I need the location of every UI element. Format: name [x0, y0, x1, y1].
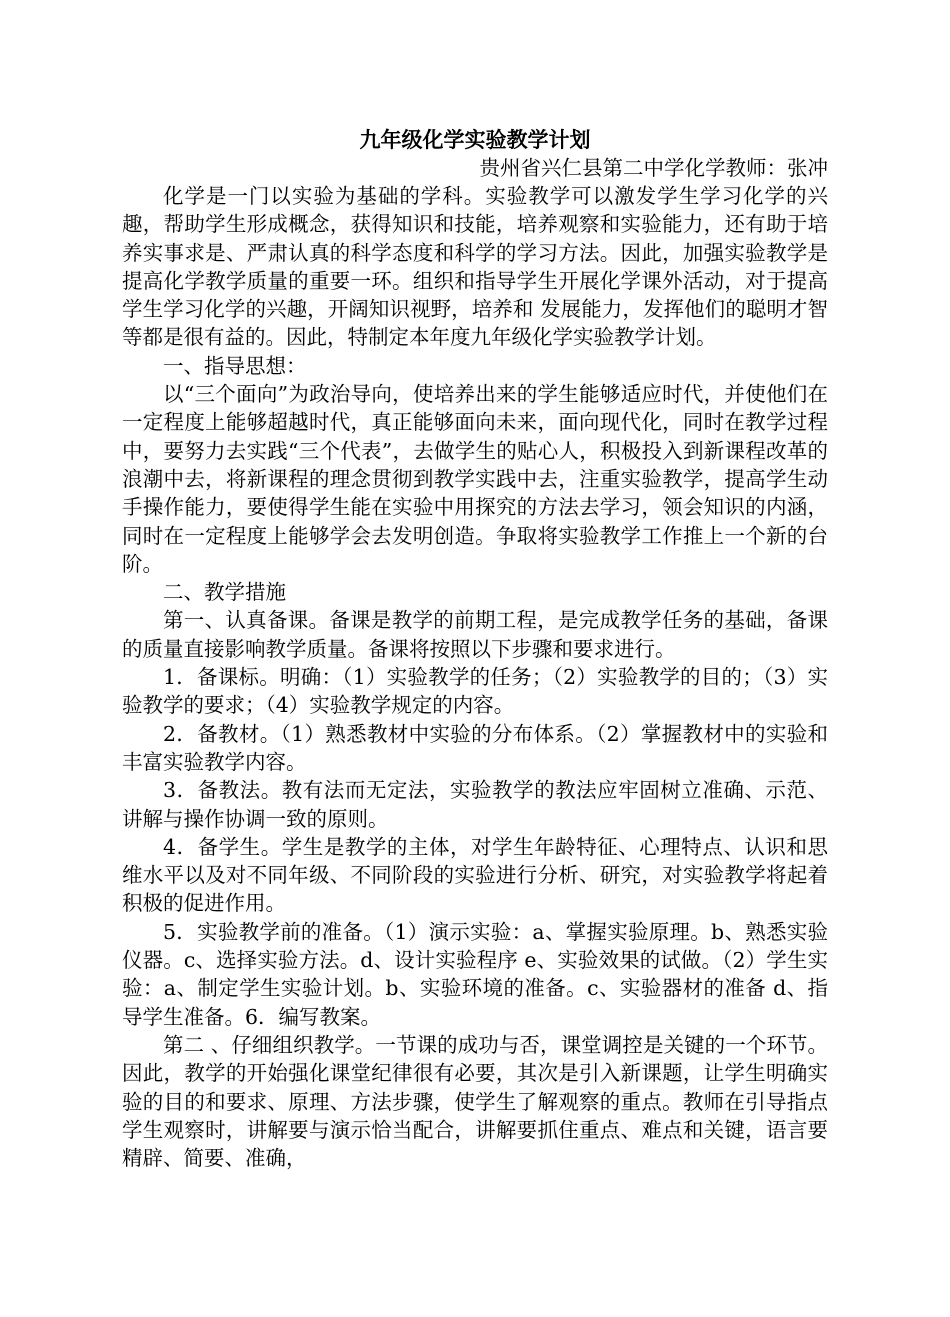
section-heading-teaching-measures: 二、教学措施 [163, 580, 286, 605]
document-title: 九年级化学实验教学计划 [359, 127, 591, 152]
section-heading-guiding-ideology: 一、指导思想： [163, 353, 307, 378]
guiding-ideology-paragraph: 以“三个面向”为政治导向，使培养出来的学生能够适应时代，并使他们在一定程度上能够超越时代，真正能够面向未来，面向现代化，同时在教学过程中，要努力去实践“三个代表”，去做学生的贴心人，积极投入到新课程改革的浪潮中去，将新课程的理念贯彻到教学实践中去，注重实验教学，提高学生动手操作能力，要使得学生能在实验中用探究的方法去学习，领会知识的内涵，同时在一定程度上能够学会去发明创造。争取将实验教学工作推上一个新的台阶。 [122, 382, 828, 576]
measure-paragraph-textbook: 2．备教材。（1）熟悉教材中实验的分布体系。（2）掌握教材中的实验和丰富实验教学内容。 [122, 721, 828, 774]
measure-paragraph-students: 4．备学生。学生是教学的主体，对学生年龄特征、心理特点、认识和思维水平以及对不同年级、不同阶段的实验进行分析、研究，对实验教学将起着积极的促进作用。 [122, 834, 828, 916]
measure-paragraph-method: 3．备教法。教有法而无定法，实验教学的教法应牢固树立准确、示范、讲解与操作协调一致的原则。 [122, 778, 828, 831]
measure-paragraph-lesson-prep: 第一、认真备课。备课是教学的前期工程，是完成教学任务的基础，备课的质量直接影响教学质量。备课将按照以下步骤和要求进行。 [122, 608, 828, 661]
document-body [122, 126, 828, 1172]
measure-paragraph-curriculum: 1．备课标。明确：（1）实验教学的任务；（2）实验教学的目的；（3）实验教学的要求；（4）实验教学规定的内容。 [122, 665, 828, 718]
author-line: 贵州省兴仁县第二中学化学教师：张冲 [479, 156, 828, 180]
measure-paragraph-preparation: 5．实验教学前的准备。（1）演示实验：a、掌握实验原理。b、熟悉实验仪器。c、选择实验方法。d、设计实验程序 e、实验效果的试做。（2）学生实验：a、制定学生实验计划。b、实验环境的准备。c、实验器材的准备 d、指导学生准备。6．编写教案。 [122, 919, 828, 1029]
measure-paragraph-organization: 第二 、仔细组织教学。一节课的成功与否，课堂调控是关键的一个环节。因此，教学的开始强化课堂纪律很有必要，其次是引入新课题，让学生明确实验的目的和要求、原理、方法步骤，使学生了解观察的重点。教师在引导指点学生观察时，讲解要与演示恰当配合，讲解要抓住重点、难点和关键，语言要精辟、简要、准确， [122, 1032, 828, 1171]
intro-paragraph: 化学是一门以实验为基础的学科。实验教学可以激发学生学习化学的兴趣，帮助学生形成概念，获得知识和技能，培养观察和实验能力，还有助于培养实事求是、严肃认真的科学态度和科学的学习方法。因此，加强实验教学是提高化学教学质量的重要一环。组织和指导学生开展化学课外活动，对于提高学生学习化学的兴趣，开阔知识视野，培养和 发展能力，发挥他们的聪明才智等都是很有益的。因此，特制定本年度九年级化学实验教学计划。 [122, 184, 828, 350]
